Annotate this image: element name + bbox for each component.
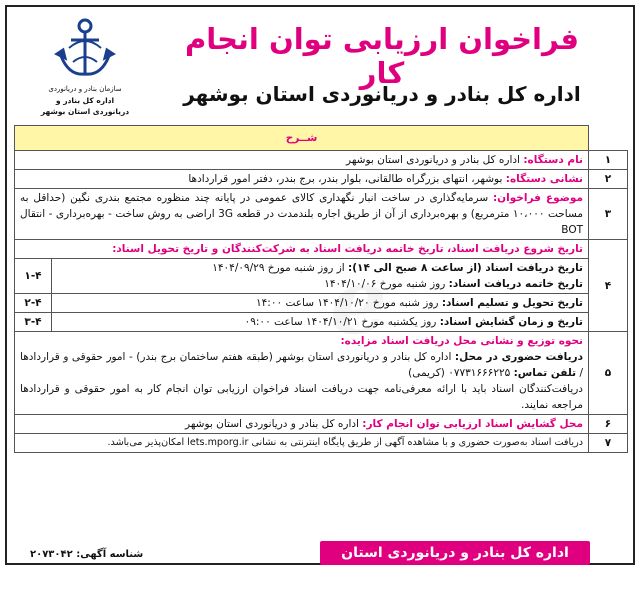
table-subrow [15, 259, 628, 294]
subrow-number: ۲-۴ [15, 294, 52, 313]
row-text: اداره کل بنادر و دریانوردی استان بوشهر (طبقه هفتم ساختمان برج بندر) - امور حقوقی و قراردادها / [20, 351, 583, 379]
row-text: اداره کل بنادر و دریانوردی استان بوشهر [346, 154, 524, 166]
row-label: نام دستگاه: [523, 154, 583, 166]
row-content [15, 332, 589, 415]
row-number: ۳ [589, 189, 628, 240]
table-header: شــرح [15, 126, 589, 151]
ad-id: شناسه آگهی: ۲۰۷۳۰۴۲ [30, 549, 144, 560]
row-number: ۴ [589, 240, 628, 332]
row-label: موضوع فراخوان: [492, 192, 583, 204]
notice-table [14, 125, 628, 453]
row-note: دریافت‌کنندگان اسناد باید با ارائه معرفی‌نامه جهت دریافت اسناد فراخوان ارزیابی توان انجام کار به امور حقوقی و قراردادها مراجعه نمایند. [20, 383, 583, 411]
subrow-text: روز شنبه مورخ ۱۴۰۴/۱۰/۲۰ ساعت ۱۴:۰۰ [256, 297, 442, 309]
row-sublabel: دریافت حضوری در محل: [454, 351, 583, 363]
subrow-label: تاریخ دریافت اسناد (از ساعت ۸ صبح الی ۱۴): [348, 262, 583, 274]
row-number: ۲ [589, 170, 628, 189]
subrow-content [52, 294, 589, 313]
table-row [15, 415, 628, 434]
row-content [15, 151, 589, 170]
row-number: ۷ [589, 434, 628, 453]
row-label: تاریخ شروع دریافت اسناد، تاریخ خاتمه دریافت اسناد به شرکت‌کنندگان و تاریخ تحویل اسناد: [112, 243, 583, 255]
table-row [15, 240, 628, 259]
logo-line-3: دریانوردی استان بوشهر [40, 107, 130, 116]
row-text: دریافت اسناد به‌صورت حضوری و با مشاهده آگهی از طریق پایگاه اینترنتی به نشانی lets.mporg.ir امکان‌پذیر می‌باشد. [107, 437, 583, 448]
subrow-label: تاریخ و زمان گشایش اسناد: [439, 316, 583, 328]
subrow-number: ۱-۴ [15, 259, 52, 294]
subrow-text: روز یکشنبه مورخ ۱۴۰۴/۱۰/۲۱ ساعت ۰۹:۰۰ [244, 316, 440, 328]
row-text: بوشهر، انتهای بزرگراه طالقانی، بلوار بندر، برج بندر، دفتر امور قراردادها [188, 173, 506, 185]
row-label: محل گشایش اسناد ارزیابی توان انجام کار: [362, 418, 583, 430]
phone-text: ۰۷۷۳۱۶۶۶۲۲۵ (کریمی) [408, 367, 514, 379]
anchor-emblem-icon [49, 12, 121, 82]
row-content [15, 415, 589, 434]
organization-logo [30, 12, 140, 130]
row-label: نحوه توزیع و نشانی محل دریافت اسناد مزایده: [340, 335, 583, 347]
row-text: سرمایه‌گذاری در ساخت انبار نگهداری کالای عمومی در پایانه چند منظوره مجتمع بندری نگین (حداقل به مساحت ۱۰،۰۰۰ مترمربع) و بهره‌برداری از آن از طریق اجاره بلندمدت در قطعه 3G اراضی به روش ساخت - بهره‌برداری - انتقال BOT [20, 192, 583, 236]
phone-label: تلفن تماس: [513, 367, 577, 379]
table-row [15, 332, 628, 415]
table-subrow [15, 294, 628, 313]
subrow-content [52, 259, 589, 294]
row-content [15, 434, 589, 453]
subrow-label: تاریخ تحویل و تسلیم اسناد: [441, 297, 583, 309]
notice-title: فراخوان ارزیابی توان انجام کار [184, 22, 579, 90]
table-row [15, 170, 628, 189]
row-number: ۶ [589, 415, 628, 434]
table-row [15, 189, 628, 240]
subrow-text: روز شنبه مورخ ۱۴۰۴/۱۰/۰۶ [324, 278, 449, 290]
row-content [15, 170, 589, 189]
subrow-label: تاریخ خاتمه دریافت اسناد: [448, 278, 583, 290]
subrow-text: از روز شنبه مورخ ۱۴۰۴/۰۹/۲۹ [212, 262, 349, 274]
table-row [15, 151, 628, 170]
row-number: ۵ [589, 332, 628, 415]
logo-caption [30, 84, 140, 117]
logo-line-1: سازمان بنادر و دریانوردی [48, 85, 122, 93]
row-content [15, 240, 589, 259]
row-number: ۱ [589, 151, 628, 170]
table-row [15, 434, 628, 453]
logo-line-2: اداره کل بنادر و [55, 96, 115, 105]
table-subrow [15, 313, 628, 332]
subrow-content [52, 313, 589, 332]
notice-subtitle: اداره کل بنادر و دریانوردی استان بوشهر [183, 82, 581, 106]
table-header-row [15, 126, 628, 151]
subrow-number: ۳-۴ [15, 313, 52, 332]
row-label: نشانی دستگاه: [505, 173, 583, 185]
footer-banner: اداره کل بنادر و دریانوردی استان بوشهر [320, 541, 590, 565]
row-text: اداره کل بنادر و دریانوردی استان بوشهر [185, 418, 363, 430]
row-content [15, 189, 589, 240]
